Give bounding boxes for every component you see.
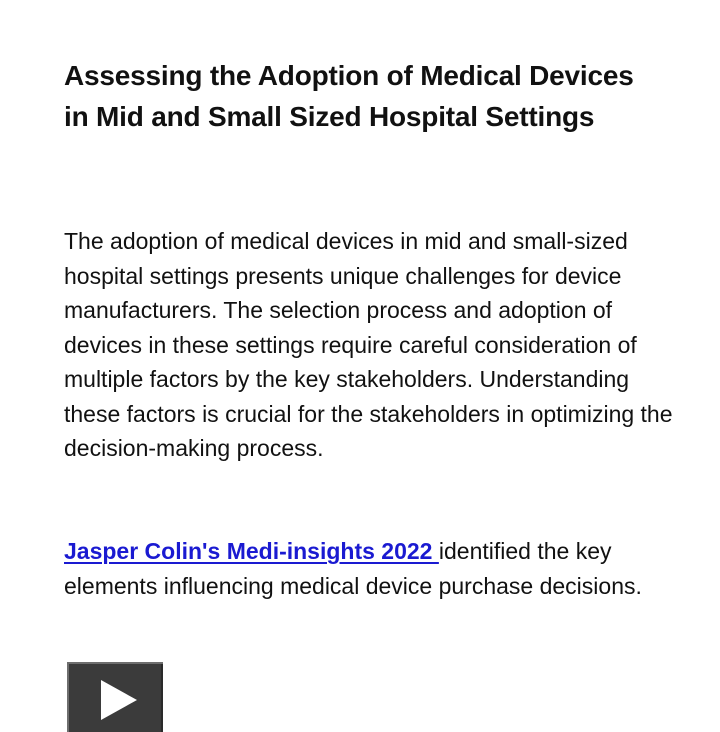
play-button[interactable] (67, 662, 163, 732)
slide-body-paragraph: The adoption of medical devices in mid and small-sized hospital settings presents unique challenges for device manufacturers. The selection process and adoption of devices in these settings require careful consideration of multiple factors by the key stakeholders. Understanding these factors is crucial for the stakeholders in optimizing the decision-making process. (64, 228, 673, 461)
play-icon (99, 678, 139, 722)
medi-insights-link[interactable]: Jasper Colin's Medi-insights 2022 (64, 538, 439, 564)
citation-paragraph (64, 534, 684, 603)
citation-text: identified the key elements influencing medical device purchase decisions. (64, 538, 642, 599)
slide-title: Assessing the Adoption of Medical Devices in Mid and Small Sized Hospital Settings (64, 60, 634, 132)
